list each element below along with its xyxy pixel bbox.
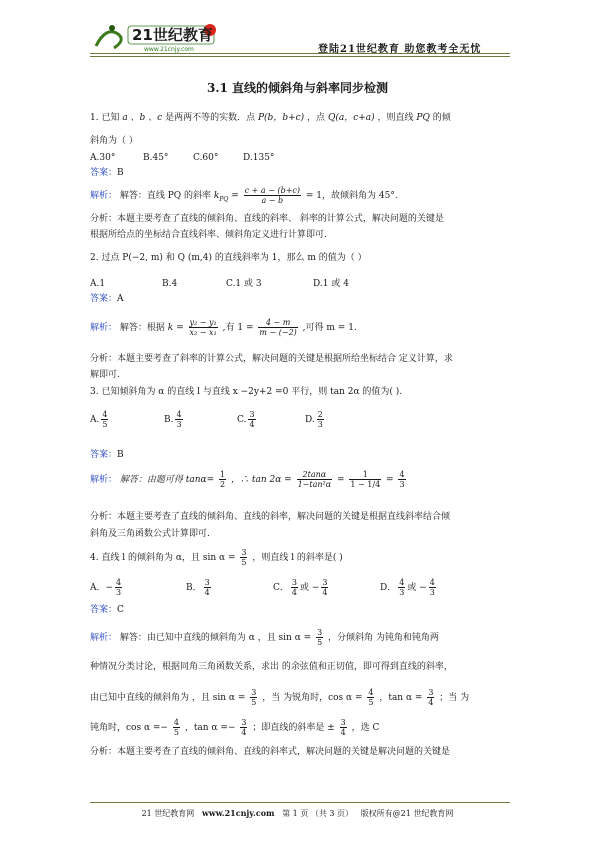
footer-page-number: 第 1 页 （共 3 页） xyxy=(282,809,354,818)
q1-answer: 答案：B xyxy=(90,168,124,178)
q1-analysis-line2: 根据所给点的坐标结合直线斜率、倾斜角定义进行计算即可. xyxy=(90,230,327,240)
q3-option-d: D. $\frac{2}{3}$ xyxy=(305,410,323,429)
q2-option-c: C.1 或 3 xyxy=(226,279,262,289)
q1-explanation: 解析： 解答：直线 PQ 的斜率 $k_{PQ}$ = $\frac{c + a - (b+c)}{a - b}$ = 1，故倾斜角为 45°. xyxy=(90,186,398,205)
q2-analysis-line2: 解即可. xyxy=(90,370,120,380)
q3-stem: 3. 已知倾斜角为 α 的直线 l 与直线 x −2y+2 =0 平行，则 tan 2α 的值为( ). xyxy=(90,387,403,397)
q1-stem-line2: 斜角为（ ） xyxy=(90,136,138,146)
q1-option-b: B.45° xyxy=(143,153,169,163)
footer-copyright: 版权所有@21 世纪教育网 xyxy=(360,809,454,818)
q2-stem: 2. 过点 P(−2, m) 和 Q (m,4) 的直线斜率为 1，那么 m 的值为（ ） xyxy=(90,253,367,263)
q2-answer: 答案：A xyxy=(90,294,124,304)
q4-answer: 答案：C xyxy=(90,605,124,615)
q1-option-c: C.60° xyxy=(193,153,219,163)
q2-option-b: B.4 xyxy=(162,279,178,289)
q4-option-d: D． $\frac{4}{3}$ 或 − $\frac{4}{3}$ xyxy=(380,578,435,597)
q4-explanation-line4: 钝角时，cos α =− $\frac{4}{5}$ ，tan α =− $\frac{3}{4}$ ；即直线的斜率是 ± $\frac{3}{4}$ ，选 C xyxy=(90,718,380,737)
q4-option-c: C． $\frac{3}{4}$ 或 − $\frac{3}{4}$ xyxy=(273,578,328,597)
q4-explanation-line3: 由已知中直线的倾斜角为 ，且 sin α = $\frac{3}{5}$ ，当 为锐角时，cos α = $\frac{4}{5}$ ，tan α = $\frac{3}{4}$ ；当 为 xyxy=(90,688,470,707)
q3-option-b: B. $\frac{4}{3}$ xyxy=(164,410,182,429)
page-footer xyxy=(0,808,595,819)
q3-explanation: 解析： 解答：由题可得 tanα= $\frac{1}{2}$ ，∴ tan 2α = $\frac{2\tan\alpha}{\text{1−tan²α}}$ = $\frac{1}{1 - 1/4}$ = $\frac{4}{3}$ xyxy=(90,470,405,489)
header-slogan: 登陆21世纪教育 助您教考全无忧 xyxy=(318,44,482,55)
footer-divider xyxy=(90,802,510,803)
q1-slope-fraction: $\frac{c + a - (b+c)}{a - b}$ xyxy=(244,186,300,205)
site-logo xyxy=(92,20,222,54)
q2-option-a: A.1 xyxy=(90,279,106,289)
header-divider-thin xyxy=(90,56,510,57)
q2-explanation: 解析： 解答：根据 k = $\frac{\text{y₂ − y₁}}{\text{x₂ − x₁}}$ ,有 1 = $\frac{4 - m}{m - (-2)}$ ,可得 m = 1. xyxy=(90,318,357,337)
q2-analysis-line1: 分析：本题主要考查了斜率的计算公式，解决问题的关键是根据所给坐标结合 定义计算，求 xyxy=(90,354,453,364)
q4-explanation-line1: 解析： 解答：由已知中直线的倾斜角为 α ，且 sin α = $\frac{3}{5}$ ，分倾斜角 为钝角和钝角两 xyxy=(90,628,439,647)
logo-graphic xyxy=(92,20,222,54)
logo-subtext: www.21cnjy.com xyxy=(144,46,194,53)
q1-option-a: A.30° xyxy=(90,153,116,163)
q1-analysis-line1: 分析：本题主要考查了直线的倾斜角、直线的斜率、 斜率的计算公式，解决问题的关键是 xyxy=(90,214,444,224)
q4-explanation-line2: 种情况分类讨论，根据同角三角函数关系，求出 的余弦值和正切值，即可得到直线的斜率， xyxy=(90,662,453,672)
header-divider xyxy=(90,53,510,54)
q2-slope-fraction: $\frac{4 - m}{m - (-2)}$ xyxy=(259,318,297,337)
q4-stem: 4. 直线 l 的倾斜角为 α，且 sin α = $\frac{3}{5}$ ，则直线 l 的斜率是( ) xyxy=(90,548,343,567)
q3-option-a: A. $\frac{4}{5}$ xyxy=(90,410,108,429)
q4-option-a: A．− $\frac{4}{3}$ xyxy=(90,578,122,597)
q2-slope-formula: $\frac{\text{y₂ − y₁}}{\text{x₂ − x₁}}$ xyxy=(189,318,217,337)
logo-text: 21世纪教育 xyxy=(132,26,213,44)
q1-stem-line1: 1. 已知 a 、b 、c 是两两不等的实数．点 P(b，b+c) ，点 Q(a，c+a) ，则直线 PQ 的倾 xyxy=(90,113,451,123)
q3-answer: 答案：B xyxy=(90,450,124,460)
q1-option-d: D.135° xyxy=(243,153,275,163)
page-title: 3.1 直线的倾斜角与斜率同步检测 xyxy=(206,81,389,95)
q4-analysis-line1: 分析：本题主要考查了直线的倾斜角、直线的斜率式，解决问题的关键是解决问题的关键是 xyxy=(90,747,451,757)
q4-option-b: B． $\frac{3}{4}$ xyxy=(186,578,210,597)
q3-analysis-line2: 斜角及三角函数公式计算即可. xyxy=(90,529,210,539)
footer-url-link[interactable]: www.21cnjy.com xyxy=(201,808,275,818)
q3-analysis-line1: 分析：本题主要考查了直线的倾斜角、直线的斜率，解决问题的关键是根据直线斜率结合倾 xyxy=(90,512,451,522)
footer-site-name: 21 世纪教育网 xyxy=(141,809,195,818)
q2-option-d: D.1 或 4 xyxy=(313,279,349,289)
q3-option-c: C. $\frac{3}{4}$ xyxy=(237,410,255,429)
